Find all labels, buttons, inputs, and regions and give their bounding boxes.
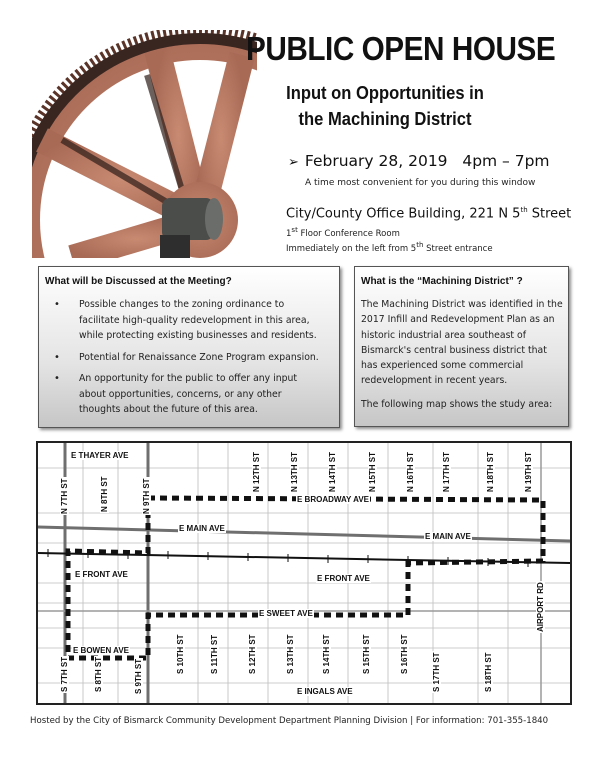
district-heading: What is the “Machining District” ? (361, 276, 523, 287)
event-location (286, 206, 571, 221)
map-label-street: N 15TH ST (368, 451, 377, 492)
map-label-street: N 13TH ST (290, 451, 299, 492)
map-label-street: S 11TH ST (210, 634, 219, 674)
map-label-street: S 17TH ST (432, 652, 441, 692)
map-label-avenue: E MAIN AVE (425, 532, 471, 541)
entrance-info (286, 241, 493, 254)
map-label-street: S 9TH ST (134, 658, 143, 694)
footer-text: Hosted by the City of Bismarck Community Development Department Planning Division | For information: 701-355-1840 (30, 716, 549, 726)
floor-info (286, 226, 400, 239)
map-label-street: S 16TH ST (400, 634, 409, 674)
map-label-avenue: E FRONT AVE (75, 570, 128, 579)
location-text: City/County Office Building, 221 N 5 (286, 206, 521, 222)
map-intro: The following map shows the study area: (361, 399, 553, 410)
district-box (354, 266, 569, 427)
entrance-suffix: Street entrance (423, 243, 493, 254)
discussion-box (38, 266, 340, 428)
subtitle-line-1: Input on Opportunities in (286, 83, 484, 103)
map-label-street: N 12TH ST (252, 451, 261, 492)
floor-sup: st (291, 226, 298, 234)
gear-photo (32, 30, 257, 258)
map-label-avenue: E THAYER AVE (71, 451, 129, 460)
map-label-avenue: E BROADWAY AVE (297, 495, 370, 504)
study-area-map (36, 441, 572, 705)
map-label-street: S 15TH ST (362, 634, 371, 674)
map-label-street: S 7TH ST (60, 656, 69, 692)
event-date-time (288, 152, 550, 170)
location-suffix: Street (527, 206, 572, 222)
event-time: 4pm – 7pm (462, 152, 550, 170)
map-label-road: AIRPORT RD (536, 582, 545, 632)
subtitle-line-2: the Machining District (298, 109, 472, 129)
entrance-sup: th (416, 241, 424, 249)
map-label-street: S 18TH ST (484, 652, 493, 692)
map-label-avenue: E INGALS AVE (297, 687, 353, 696)
floor-number: 1 (286, 228, 292, 239)
event-date: February 28, 2019 (304, 152, 448, 170)
map-label-street: N 19TH ST (524, 451, 533, 492)
map-label-street: S 13TH ST (286, 634, 295, 674)
map-label-avenue: E FRONT AVE (317, 574, 370, 583)
map-label-avenue: E BOWEN AVE (73, 646, 130, 655)
map-label-avenue: E SWEET AVE (259, 609, 313, 618)
discussion-item: • Potential for Renaissance Zone Program expansion. (79, 350, 324, 366)
entrance-prefix: Immediately on the left from 5 (286, 243, 417, 254)
time-note: A time most convenient for you during this window (305, 178, 536, 188)
map-label-street: N 9TH ST (142, 478, 151, 514)
map-label-street: N 17TH ST (442, 451, 451, 492)
map-label-street: S 14TH ST (322, 634, 331, 674)
map-label-street: S 12TH ST (248, 634, 257, 674)
arrow-bullet-icon: ➢ (288, 155, 299, 170)
location-sup: th (520, 206, 528, 214)
page-title: PUBLIC OPEN HOUSE (246, 30, 556, 67)
discussion-heading: What will be Discussed at the Meeting? (45, 276, 232, 287)
map-label-street: N 8TH ST (100, 476, 109, 512)
discussion-list (51, 297, 324, 424)
discussion-item: • An opportunity for the public to offer any input about opportunities, concerns, or any other thoughts about the future of this area. (79, 371, 324, 418)
map-label-street: N 14TH ST (328, 451, 337, 492)
map-label-street: S 8TH ST (94, 656, 103, 692)
district-description: The Machining District was identified in the 2017 Infill and Redevelopment Plan as an historic industrial area southeast of Bismarck's central business district that has experienced some commercial redevelopment in recent years. (361, 299, 563, 387)
map-label-street: N 16TH ST (406, 451, 415, 492)
map-label-street: N 7TH ST (60, 478, 69, 514)
map-label-avenue: E MAIN AVE (179, 524, 225, 533)
discussion-item: • Possible changes to the zoning ordinance to facilitate high-quality redevelopment in this area, while protecting existing businesses and residents. (79, 297, 324, 344)
map-label-street: N 18TH ST (486, 451, 495, 492)
floor-suffix: Floor Conference Room (297, 228, 400, 239)
map-label-street: S 10TH ST (176, 634, 185, 674)
page-subtitle (265, 80, 504, 132)
